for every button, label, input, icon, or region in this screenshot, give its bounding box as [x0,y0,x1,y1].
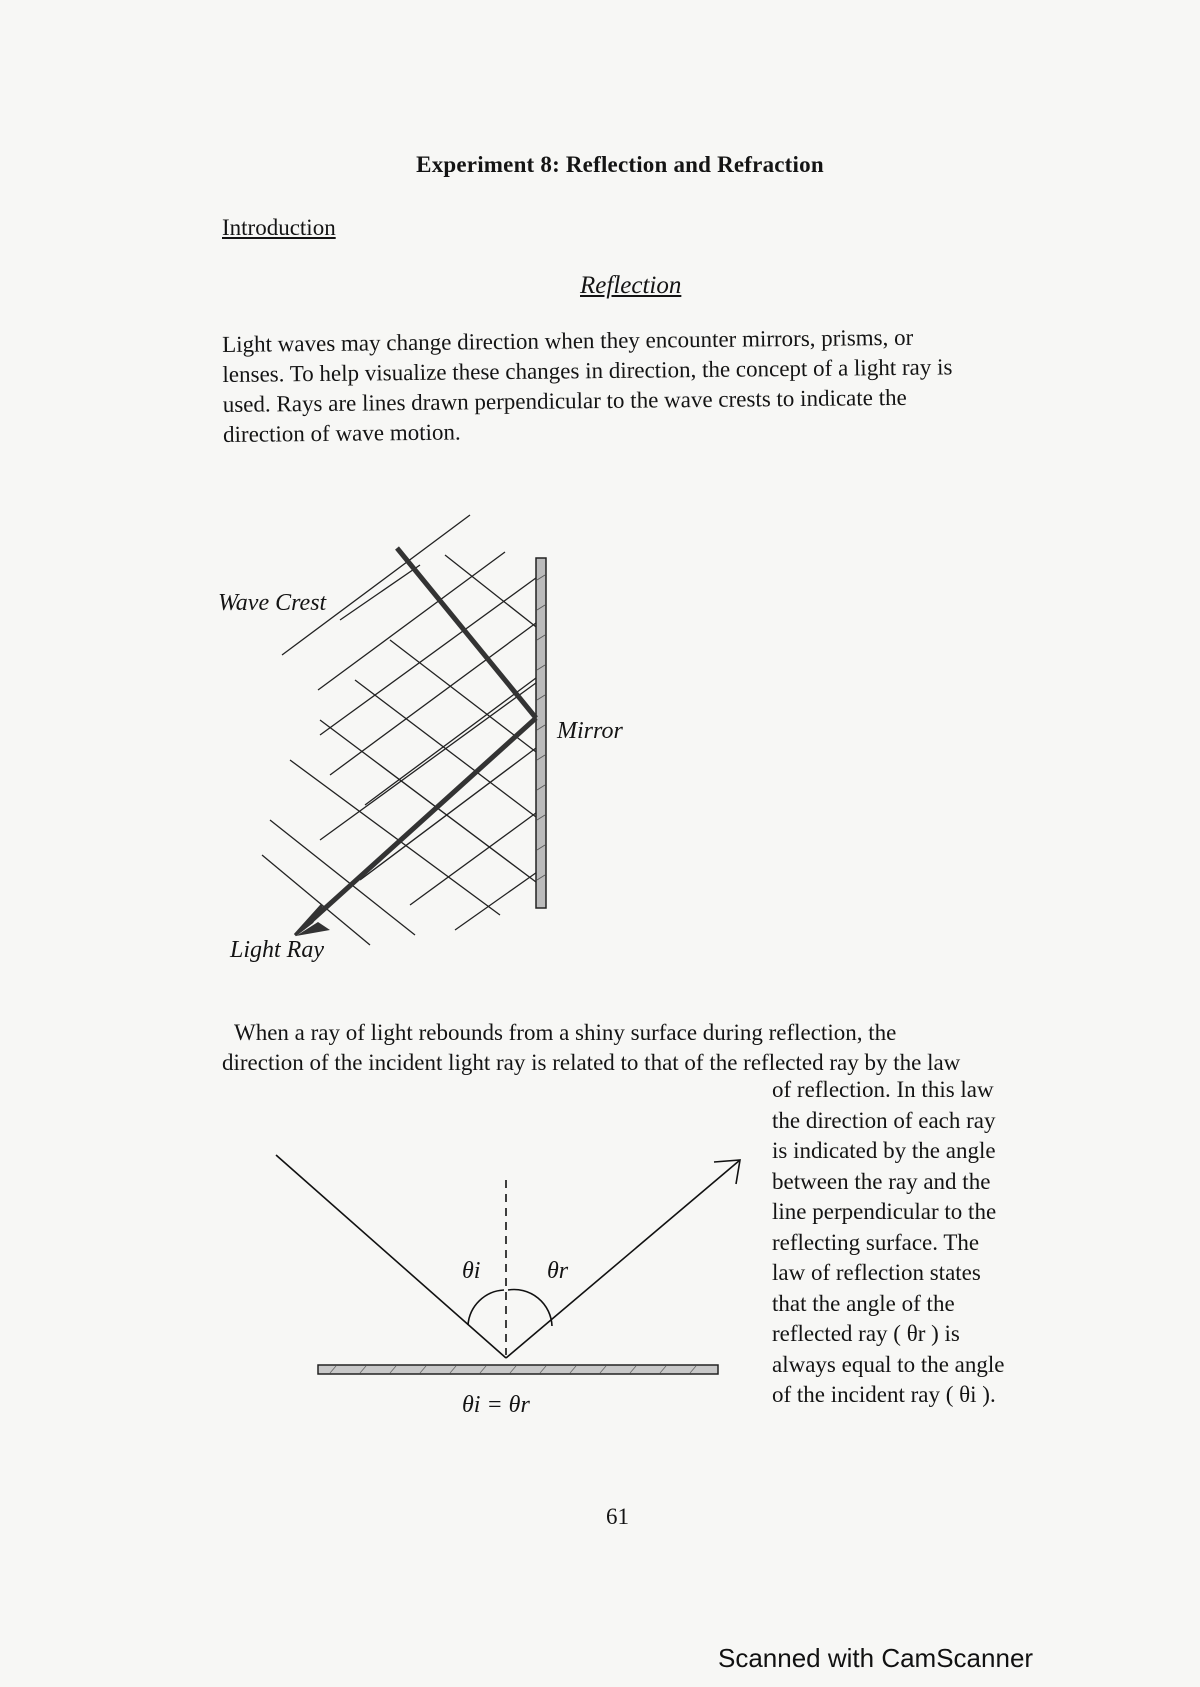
wave-crest-label: Wave Crest [218,590,327,616]
theta-i-label: θi [462,1258,481,1284]
equation-label: θi = θr [462,1392,530,1418]
paragraph-line: reflecting surface. The [772,1229,980,1255]
paragraph-line: that the angle of the [772,1290,955,1316]
introduction-heading: Introduction [222,215,336,240]
paragraph-line: direction of the incident light ray is related to that of the reflected ray by the law [222,1050,961,1075]
paragraph-line: direction of wave motion. [222,419,461,447]
reflection-heading: Reflection [580,272,682,299]
paragraph-line: When a ray of light rebounds from a shiny surface during reflection, the [234,1020,897,1045]
page-number: 61 [606,1504,629,1529]
paragraph-line: of the incident ray ( θi ). [772,1382,996,1407]
paragraph-line: reflected ray ( θr ) is [772,1321,960,1346]
theta-r-label: θr [547,1258,569,1284]
paragraph-line: law of reflection states [772,1260,981,1285]
reflecting-surface [318,1365,718,1374]
light-ray-label: Light Ray [230,937,324,963]
page-title: Experiment 8: Reflection and Refraction [416,152,824,177]
paragraph-line: Light waves may change direction when they encounter mirrors, prisms, or [222,324,914,357]
scanner-watermark: Scanned with CamScanner [718,1643,1034,1673]
paragraph-line: lenses. To help visualize these changes in direction, the concept of a light ray is [222,354,953,387]
mirror-label: Mirror [557,718,623,744]
paragraph-line: line perpendicular to the [772,1199,997,1224]
paragraph-line: is indicated by the angle [772,1138,996,1163]
paragraph-line: of reflection. In this law [772,1077,994,1102]
paragraph-line: used. Rays are lines drawn perpendicular to the wave crests to indicate the [222,384,907,417]
paragraph-line: the direction of each ray [772,1107,996,1133]
paragraph-line: always equal to the angle [772,1351,1005,1377]
paragraph-line: between the ray and the [772,1168,991,1194]
